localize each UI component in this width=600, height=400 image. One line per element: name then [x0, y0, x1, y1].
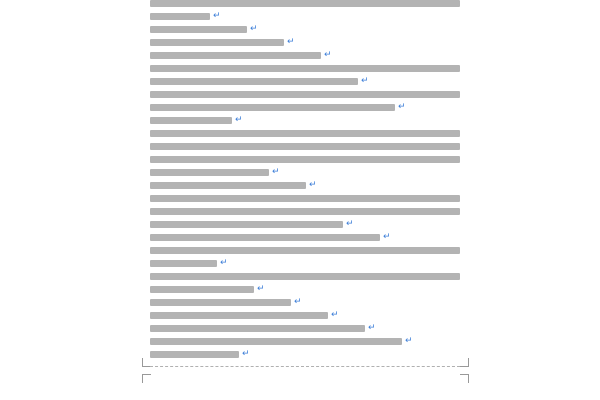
text-line	[150, 325, 365, 332]
paragraph-mark-icon: ↵	[220, 258, 228, 268]
paragraph	[150, 65, 460, 91]
paragraph	[150, 273, 460, 299]
paragraph	[150, 39, 460, 52]
text-line	[150, 117, 232, 124]
page-corner-mark	[460, 358, 469, 367]
text-line	[150, 286, 254, 293]
paragraph-mark-icon: ↵	[242, 349, 250, 359]
paragraph-mark-icon: ↵	[383, 232, 391, 242]
paragraph-mark-icon: ↵	[346, 219, 354, 229]
text-line	[150, 195, 460, 202]
paragraph-mark-icon: ↵	[398, 102, 406, 112]
page-corner-mark	[142, 374, 151, 383]
text-line	[150, 65, 460, 72]
paragraph-mark-icon: ↵	[331, 310, 339, 320]
paragraph	[150, 234, 460, 247]
text-line	[150, 260, 217, 267]
text-line	[150, 130, 460, 137]
paragraph	[150, 247, 460, 273]
text-line	[150, 156, 460, 163]
paragraph-mark-icon: ↵	[405, 336, 413, 346]
text-line	[150, 312, 328, 319]
paragraph-mark-icon: ↵	[324, 50, 332, 60]
text-line	[150, 0, 460, 7]
text-line	[150, 78, 358, 85]
paragraph-mark-icon: ↵	[287, 37, 295, 47]
paragraph-mark-icon: ↵	[213, 11, 221, 21]
text-line	[150, 143, 460, 150]
text-line	[150, 273, 460, 280]
text-line	[150, 299, 291, 306]
text-line	[150, 351, 239, 358]
paragraph	[150, 52, 460, 65]
paragraph-mark-icon: ↵	[294, 297, 302, 307]
text-line	[150, 221, 343, 228]
paragraph	[150, 0, 460, 26]
text-line	[150, 13, 210, 20]
text-line	[150, 104, 395, 111]
text-line	[150, 338, 402, 345]
document-body[interactable]	[150, 0, 460, 364]
text-line	[150, 52, 321, 59]
text-line	[150, 169, 269, 176]
paragraph	[150, 130, 460, 182]
text-line	[150, 247, 460, 254]
paragraph-mark-icon: ↵	[250, 24, 258, 34]
text-line	[150, 234, 380, 241]
paragraph	[150, 299, 460, 312]
paragraph	[150, 195, 460, 234]
page-break-line	[150, 366, 460, 367]
paragraph	[150, 351, 460, 364]
paragraph-mark-icon: ↵	[235, 115, 243, 125]
paragraph	[150, 117, 460, 130]
page-corner-mark	[460, 374, 469, 383]
text-line	[150, 91, 460, 98]
paragraph	[150, 26, 460, 39]
paragraph-mark-icon: ↵	[361, 76, 369, 86]
paragraph	[150, 338, 460, 351]
paragraph-mark-icon: ↵	[309, 180, 317, 190]
text-line	[150, 26, 247, 33]
paragraph	[150, 325, 460, 338]
paragraph-mark-icon: ↵	[272, 167, 280, 177]
paragraph	[150, 312, 460, 325]
text-line	[150, 182, 306, 189]
paragraph-mark-icon: ↵	[368, 323, 376, 333]
text-line	[150, 208, 460, 215]
paragraph-mark-icon: ↵	[257, 284, 265, 294]
paragraph	[150, 182, 460, 195]
paragraph	[150, 91, 460, 117]
text-line	[150, 39, 284, 46]
